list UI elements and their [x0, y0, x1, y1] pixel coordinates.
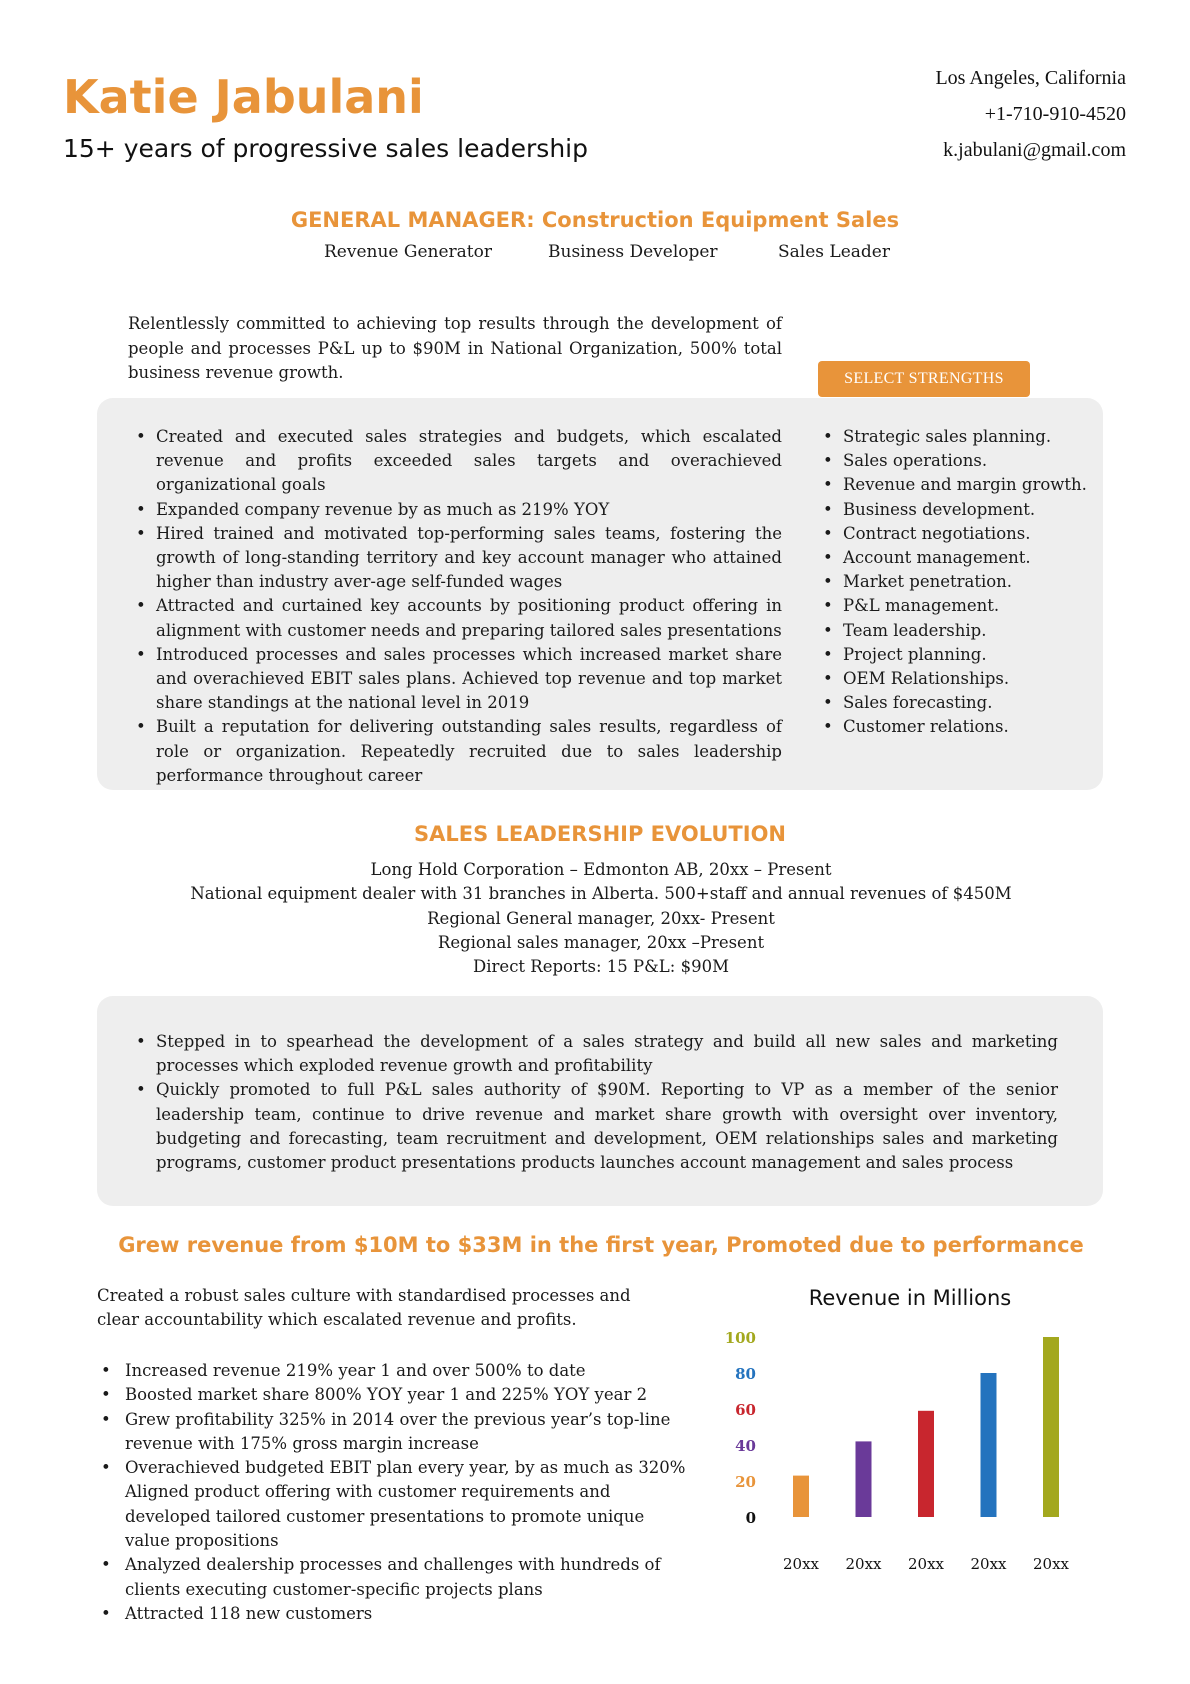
phone: +1-710-910-4520: [984, 103, 1126, 125]
role-label: Sales Leader: [778, 242, 890, 262]
list-item: • Attracted 118 new customers: [99, 1602, 689, 1626]
x-tick-label: 20xx: [782, 1555, 820, 1573]
email: k.jabulani@gmail.com: [943, 139, 1126, 161]
bar: [856, 1441, 872, 1517]
bar: [918, 1411, 934, 1517]
x-tick-label: 20xx: [970, 1555, 1007, 1573]
bar: [981, 1373, 997, 1517]
list-item: • Market penetration.: [815, 570, 1105, 594]
list-item: • Project planning.: [815, 643, 1105, 667]
list-item: • Account management.: [815, 546, 1105, 570]
growth-list: [99, 1359, 689, 1626]
contact-block: [935, 60, 1126, 168]
list-item: • Revenue and margin growth.: [815, 473, 1105, 497]
reports-line: Direct Reports: 15 P&L: $90M: [473, 957, 729, 977]
company-line: Long Hold Corporation – Edmonton AB, 20xx – Present: [370, 860, 832, 879]
headline-title: GENERAL MANAGER: Construction Equipment Sales: [290, 208, 900, 232]
list-item: • Sales operations.: [815, 449, 1105, 473]
list-item: • P&L management.: [815, 594, 1105, 618]
experience-list: [128, 1030, 1058, 1175]
select-strengths-badge: SELECT STRENGTHS: [818, 361, 1030, 397]
location: Los Angeles, California: [935, 67, 1126, 89]
bar: [1043, 1337, 1059, 1517]
y-tick-label: 60: [735, 1401, 756, 1419]
list-item: • Customer relations.: [815, 715, 1105, 739]
strengths-list: [815, 425, 1105, 740]
achievements-list: [128, 425, 782, 788]
list-item: • Quickly promoted to full P&L sales authority of $90M. Reporting to VP as a member of the senior leadership team, continue to drive revenue and market share growth with oversight over inventory, budgeting and forecasting, team recruitment and development, OEM relationships sales and marketing programs, customer product presentations products launches account management and sales process: [128, 1078, 1058, 1175]
list-item: • Boosted market share 800% YOY year 1 and 225% YOY year 2: [99, 1383, 689, 1407]
x-tick-label: 20xx: [907, 1555, 945, 1573]
list-item: • Team leadership.: [815, 619, 1105, 643]
y-tick-label: 80: [735, 1365, 756, 1383]
y-tick-label: 100: [724, 1329, 756, 1347]
x-axis-ticks: [783, 1555, 1070, 1573]
growth-title: Grew revenue from $10M to $33M in the first year, Promoted due to performance: [118, 1233, 1084, 1257]
list-item: • Sales forecasting.: [815, 691, 1105, 715]
list-item: • Stepped in to spearhead the development of a sales strategy and build all new sales and marketing processes which exploded revenue growth and profitability: [128, 1030, 1058, 1078]
y-tick-label: 40: [735, 1437, 756, 1455]
list-item: • Attracted and curtained key accounts by positioning product offering in alignment with customer needs and preparing tailored sales presentations: [128, 594, 782, 642]
role-label: Business Developer: [548, 242, 718, 262]
list-item: • Created and executed sales strategies and budgets, which escalated revenue and profits exceeded sales targets and overachieved organizational goals: [128, 425, 782, 498]
list-item: • Introduced processes and sales processes which increased market share and overachieved EBIT sales plans. Achieved top revenue and top market share standings at the national level in 2019: [128, 643, 782, 716]
chart-title: Revenue in Millions: [808, 1286, 1012, 1310]
revenue-chart: [720, 1275, 1120, 1615]
list-item: • Overachieved budgeted EBIT plan every year, by as much as 320% Aligned product offering with customer requirements and developed tailored customer presentations to promote unique value propositions: [99, 1456, 689, 1553]
role-label: Revenue Generator: [324, 242, 492, 262]
y-tick-label: 20: [735, 1473, 756, 1491]
list-item: • Hired trained and motivated top-performing sales teams, fostering the growth of long-standing territory and key account manager who attained higher than industry aver-age self-funded wages: [128, 522, 782, 595]
list-item: • Strategic sales planning.: [815, 425, 1105, 449]
list-item: • Increased revenue 219% year 1 and over 500% to date: [99, 1359, 689, 1383]
list-item: • Analyzed dealership processes and challenges with hundreds of clients executing customer-specific projects plans: [99, 1553, 689, 1602]
list-item: • Built a reputation for delivering outstanding sales results, regardless of role or organization. Repeatedly recruited due to sales leadership performance throughout career: [128, 715, 782, 788]
role-line: Regional General manager, 20xx- Present: [427, 908, 775, 928]
bars: [793, 1337, 1059, 1517]
list-item: • Business development.: [815, 498, 1105, 522]
x-tick-label: 20xx: [845, 1555, 882, 1573]
list-item: • Grew profitability 325% in 2014 over the previous year’s top-line revenue with 175% gross margin increase: [99, 1408, 689, 1457]
role-line: Regional sales manager, 20xx –Present: [437, 932, 765, 952]
list-item: • OEM Relationships.: [815, 667, 1105, 691]
bar: [793, 1476, 809, 1517]
list-item: • Contract negotiations.: [815, 522, 1105, 546]
y-tick-label: 0: [745, 1509, 756, 1527]
candidate-name: Katie Jabulani: [63, 70, 424, 124]
y-axis-ticks: [725, 1329, 756, 1527]
x-tick-label: 20xx: [1032, 1555, 1070, 1573]
tagline: 15+ years of progressive sales leadership: [63, 134, 588, 163]
job-info: [0, 858, 1190, 979]
section-title: SALES LEADERSHIP EVOLUTION: [413, 822, 786, 846]
list-item: • Expanded company revenue by as much as 219% YOY: [128, 498, 782, 522]
summary-paragraph: Relentlessly committed to achieving top results through the development of people and processes P&L up to $90M in National Organization, 500% total business revenue growth.: [128, 314, 782, 382]
company-description: National equipment dealer with 31 branches in Alberta. 500+staff and annual revenues of $450M: [190, 884, 1012, 904]
growth-intro: Created a robust sales culture with standardised processes and clear accountability which escalated revenue and profits.: [97, 1286, 631, 1330]
